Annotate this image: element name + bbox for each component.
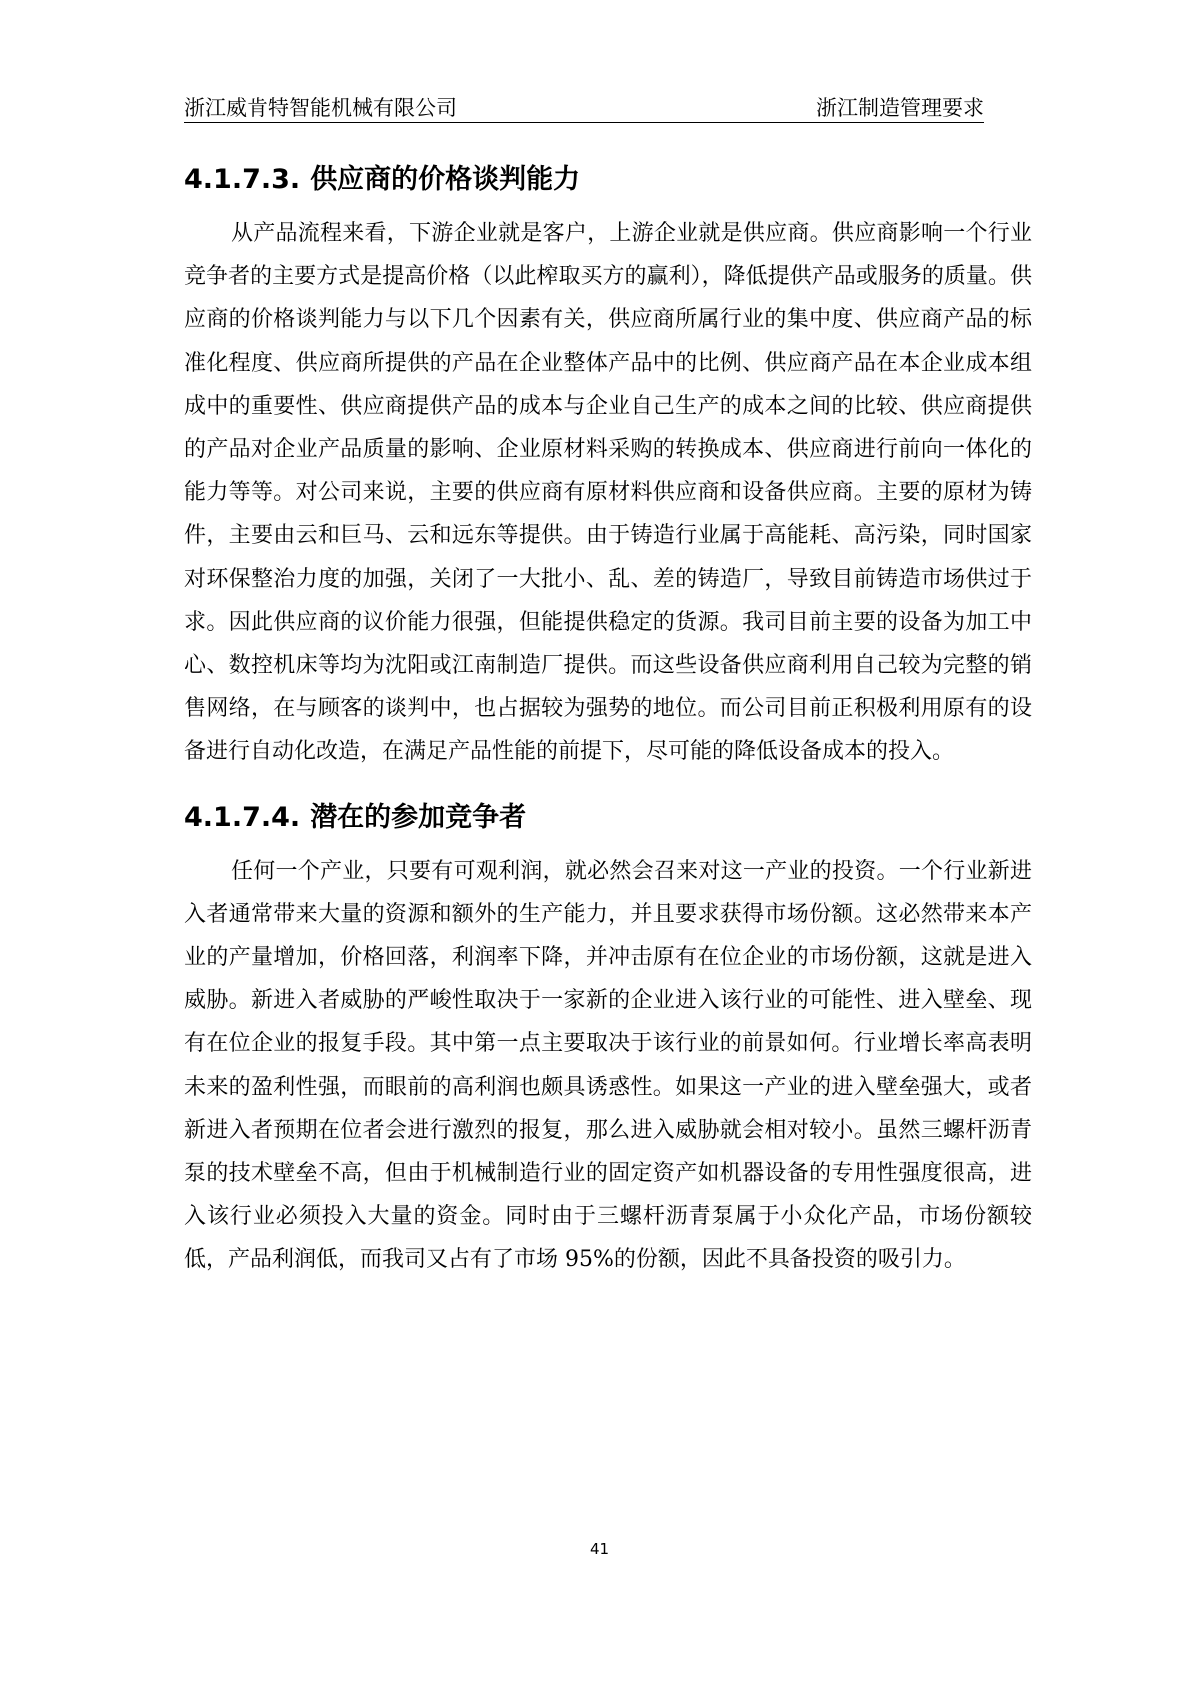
page-header [184, 86, 984, 123]
section-number: 4.1.7.4. [184, 801, 301, 833]
page-content [184, 156, 1032, 1282]
header-company-name: 浙江威肯特智能机械有限公司 [184, 96, 457, 120]
section-supplier-bargaining-power [184, 156, 1032, 774]
section-paragraph: 任何一个产业，只要有可观利润，就必然会召来对这一产业的投资。一个行业新进入者通常带来大量的资源和额外的生产能力，并且要求获得市场份额。这必然带来本产业的产量增加，价格回落，利润率下降，并冲击原有在位企业的市场份额，这就是进入威胁。新进入者威胁的严峻性取决于一家新的企业进入该行业的可能性、进入壁垒、现有在位企业的报复手段。其中第一点主要取决于该行业的前景如何。行业增长率高表明未来的盈利性强，而眼前的高利润也颇具诱惑性。如果这一产业的进入壁垒强大，或者新进入者预期在位者会进行激烈的报复，那么进入威胁就会相对较小。虽然三螺杆沥青泵的技术壁垒不高，但由于机械制造行业的固定资产如机器设备的专用性强度很高，进入该行业必须投入大量的资金。同时由于三螺杆沥青泵属于小众化产品，市场份额较低，产品利润低，而我司又占有了市场 95%的份额，因此不具备投资的吸引力。 [184, 858, 1032, 1273]
section-spacer [184, 774, 1032, 794]
header-document-title: 浙江制造管理要求 [816, 96, 984, 120]
section-potential-entrants [184, 794, 1032, 1282]
page-number: 41 [589, 1540, 610, 1558]
section-heading [184, 156, 1032, 204]
section-title-text: 供应商的价格谈判能力 [310, 164, 581, 195]
section-title-text: 潜在的参加竞争者 [310, 801, 527, 833]
section-paragraph: 从产品流程来看，下游企业就是客户，上游企业就是供应商。供应商影响一个行业竞争者的主要方式是提高价格（以此榨取买方的赢利），降低提供产品或服务的质量。供应商的价格谈判能力与以下几个因素有关，供应商所属行业的集中度、供应商产品的标准化程度、供应商所提供的产品在企业整体产品中的比例、供应商产品在本企业成本组成中的重要性、供应商提供产品的成本与企业自己生产的成本之间的比较、供应商提供的产品对企业产品质量的影响、企业原材料采购的转换成本、供应商进行前向一体化的能力等等。对公司来说，主要的供应商有原材料供应商和设备供应商。主要的原材为铸件，主要由云和巨马、云和远东等提供。由于铸造行业属于高能耗、高污染，同时国家对环保整治力度的加强，关闭了一大批小、乱、差的铸造厂，导致目前铸造市场供过于求。因此供应商的议价能力很强，但能提供稳定的货源。我司目前主要的设备为加工中心、数控机床等均为沈阳或江南制造厂提供。而这些设备供应商利用自己较为完整的销售网络，在与顾客的谈判中，也占据较为强势的地位。而公司目前正积极利用原有的设备进行自动化改造，在满足产品性能的前提下，尽可能的降低设备成本的投入。 [184, 221, 1032, 765]
section-number: 4.1.7.3. [184, 164, 301, 195]
section-heading [184, 794, 1032, 842]
